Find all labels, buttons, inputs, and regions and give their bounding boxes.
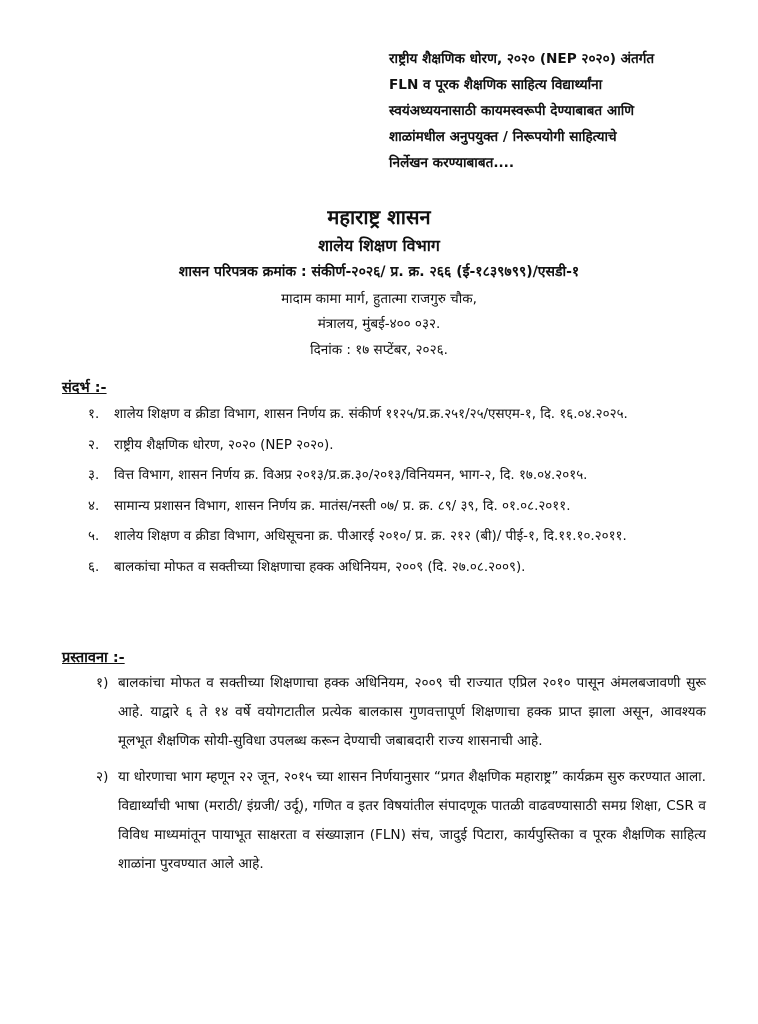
subject-line: FLN व पूरक शैक्षणिक साहित्य विद्यार्थ्यांना [389,77,603,93]
reference-text: बालकांचा मोफत व सक्तीच्या शिक्षणाचा हक्क अधिनियम, २००९ (दि. २७.०८.२००९). [114,559,526,575]
reference-number: ४. [88,498,100,514]
circular-number: शासन परिपत्रक क्रमांक : संकीर्ण-२०२६/ प्र. क्र. २६६ (ई-१८३९७९९)/एसडी-१ [178,264,580,280]
reference-item [88,524,708,551]
paragraph-text: या धोरणाचा भाग म्हणून २२ जून, २०१५ च्या शासन निर्णयानुसार “प्रगत शैक्षणिक महाराष्ट्र” कार्यक्रम सुरु करण्यात आला. विद्यार्थ्यांची भाषा (मराठी/ इंग्रजी/ उर्दू), गणित व इतर विषयांतील संपादणूक पातळी वाढवण्यासाठी समग्र शिक्षा, CSR व विविध माध्यमांतून पायाभूत साक्षरता व संख्याज्ञान (FLN) संच, जादुई पिटारा, कार्यपुस्तिका व पूरक शैक्षणिक साहित्य शाळांना पुरवण्यात आले आहे. [118,769,706,872]
reference-number: १. [88,407,100,422]
subject-line: निर्लेखन करण्याबाबत.... [389,155,514,171]
reference-item [88,494,708,521]
paragraph-number: १) [96,675,109,691]
introduction-list [96,669,706,879]
subject-line: स्वयंअध्ययनासाठी कायमस्वरूपी देण्याबाबत आणि [389,103,635,119]
paragraph-number: २) [96,769,109,785]
date-line: दिनांक : १७ सप्टेंबर, २०२६. [310,342,448,358]
reference-text: राष्ट्रीय शैक्षणिक धोरण, २०२० (NEP २०२०). [114,437,334,453]
reference-item [88,463,708,490]
references-heading: संदर्भ :- [62,380,107,396]
subject-line: शाळांमधील अनुपयुक्त / निरूपयोगी साहित्याचे [389,129,617,145]
reference-item [88,402,708,429]
government-title: महाराष्ट्र शासन [327,205,431,229]
reference-item [88,555,708,582]
reference-number: ३. [88,468,100,483]
introduction-heading: प्रस्तावना :- [62,650,125,666]
address-line: मंत्रालय, मुंबई-४०० ०३२. [317,316,441,332]
references-list [88,402,708,581]
reference-text: वित्त विभाग, शासन निर्णय क्र. विअप्र २०१३/प्र.क्र.३०/२०१३/विनियमन, भाग-२, दि. १७.०४.२०१५. [114,468,588,483]
paragraph-text: बालकांचा मोफत व सक्तीच्या शिक्षणाचा हक्क अधिनियम, २००९ ची राज्यात एप्रिल २०१० पासून अंमलबजावणी सुरू आहे. याद्वारे ६ ते १४ वर्षे वयोगटातील प्रत्येक बालकास गुणवत्तापूर्ण शिक्षणाचा हक्क प्राप्त झाला असून, आवश्यक मूलभूत शैक्षणिक सोयी-सुविधा उपलब्ध करून देण्याची जबाबदारी राज्य शासनाची आहे. [118,675,706,749]
reference-text: सामान्य प्रशासन विभाग, शासन निर्णय क्र. मातंस/नस्ती ०७/ प्र. क्र. ८९/ ३९, दि. ०१.०८.२०११. [114,498,571,514]
subject-block [389,46,697,176]
reference-number: ६. [88,559,100,575]
reference-text: शालेय शिक्षण व क्रीडा विभाग, शासन निर्णय क्र. संकीर्ण ११२५/प्र.क्र.२५१/२५/एसएम-१, दि. १६.०४.२०२५. [114,407,628,422]
reference-number: २. [88,437,100,453]
reference-item [88,433,708,460]
reference-text: शालेय शिक्षण व क्रीडा विभाग, अधिसूचना क्र. पीआरई २०१०/ प्र. क्र. २१२ (बी)/ पीई-१, दि.११.१०.२०११. [114,529,627,544]
introduction-paragraph [96,669,706,756]
address-line: मादाम कामा मार्ग, हुतात्मा राजगुरु चौक, [281,291,477,307]
reference-number: ५. [88,529,100,544]
subject-line: राष्ट्रीय शैक्षणिक धोरण, २०२० (NEP २०२०) अंतर्गत [389,51,655,67]
department-title: शालेय शिक्षण विभाग [318,236,440,255]
introduction-paragraph [96,763,706,879]
